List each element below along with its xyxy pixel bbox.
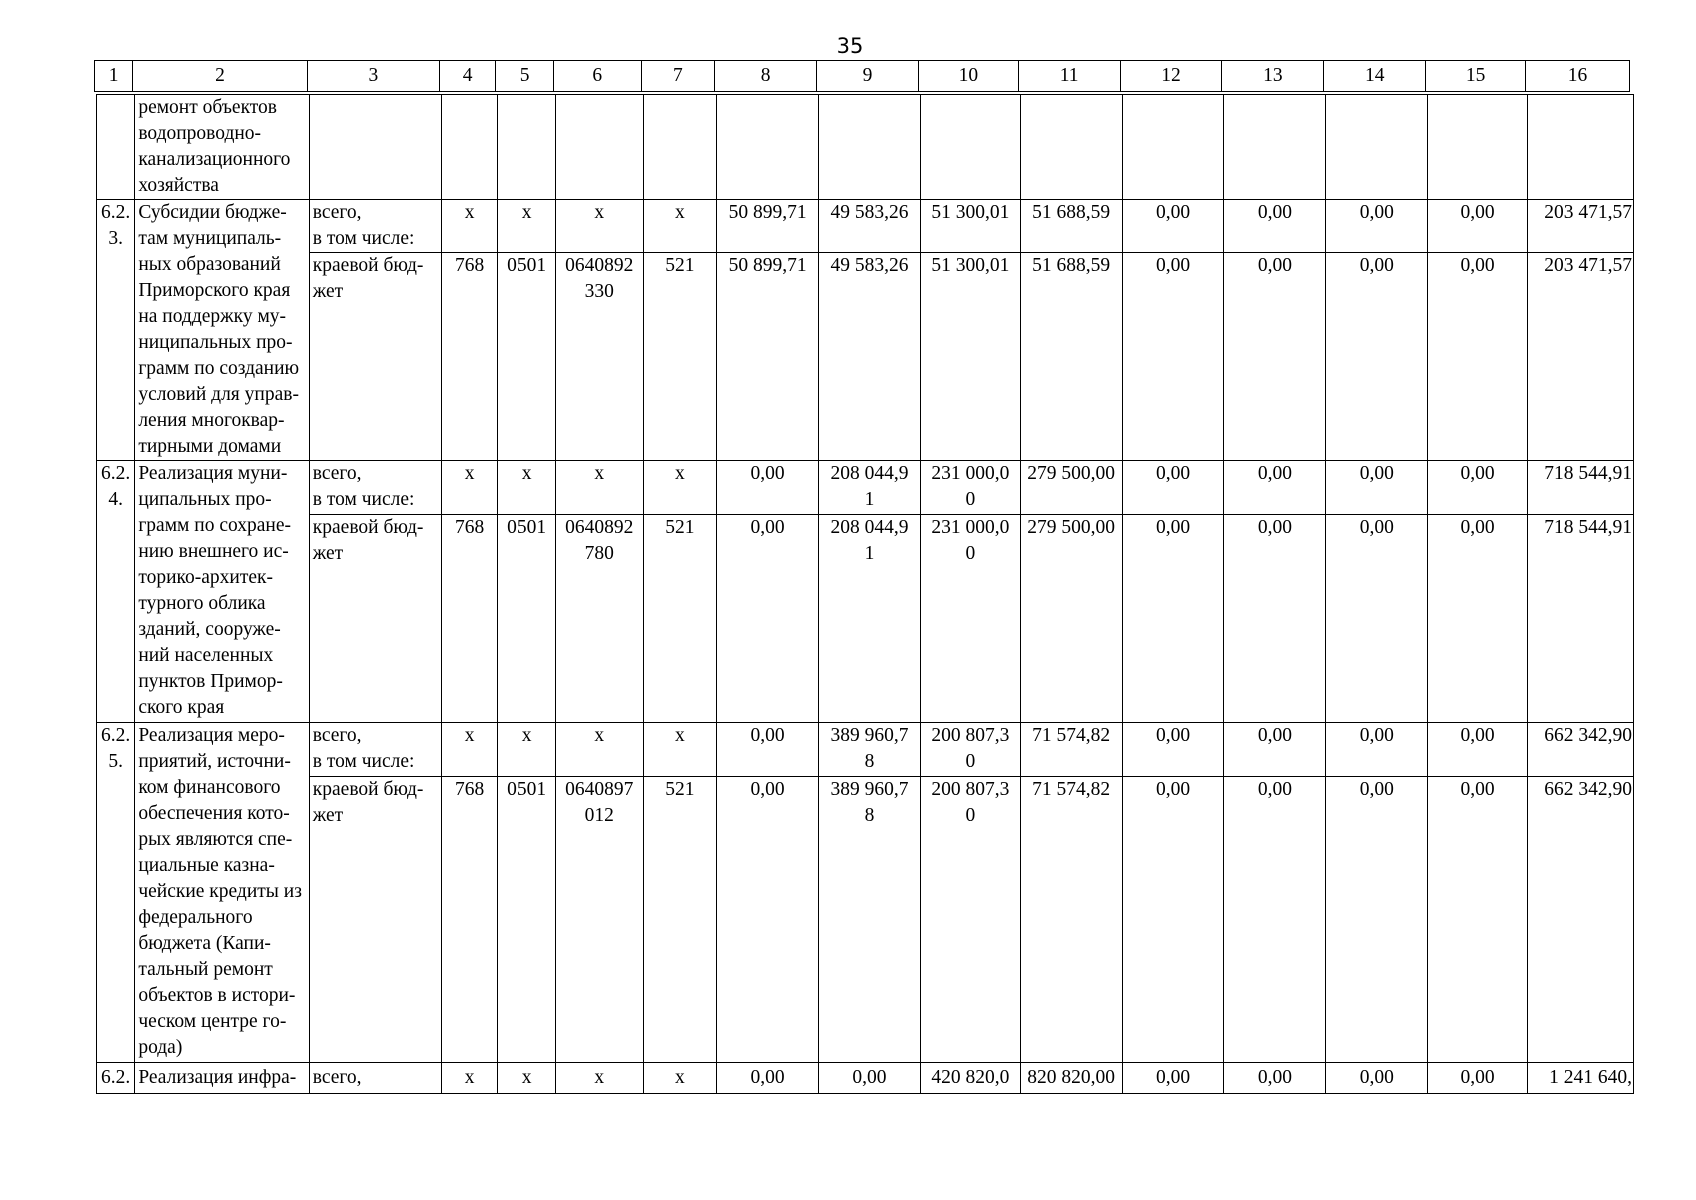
cell-total: 718 544,91 bbox=[1528, 515, 1634, 723]
cell-value: 0,00 bbox=[1122, 515, 1224, 723]
cell-rzpr: 0501 bbox=[498, 777, 555, 1063]
header-cell: 3 bbox=[307, 61, 439, 92]
cell-value: 51 300,01 bbox=[920, 253, 1020, 461]
cell-value: 200 807,3 0 bbox=[920, 777, 1020, 1063]
cell-value: 71 574,82 bbox=[1020, 777, 1122, 1063]
cell-rzpr: 0501 bbox=[498, 515, 555, 723]
cell-value: 0,00 bbox=[1224, 723, 1326, 777]
cell-value: 0,00 bbox=[1326, 515, 1428, 723]
page-number: 35 bbox=[836, 34, 864, 58]
funding-source: всего, в том числе: bbox=[309, 200, 441, 253]
cell-rzpr: 0501 bbox=[498, 253, 555, 461]
funding-source bbox=[309, 95, 441, 200]
cell-vr: 521 bbox=[643, 515, 717, 723]
cell-total: 203 471,57 bbox=[1528, 200, 1634, 253]
table-row bbox=[97, 515, 1634, 723]
empty-cell bbox=[1122, 95, 1224, 200]
cell-vr: 521 bbox=[643, 253, 717, 461]
cell-value: 71 574,82 bbox=[1020, 723, 1122, 777]
cell-value: 279 500,00 bbox=[1020, 461, 1122, 515]
cell-value: 0,00 bbox=[1326, 777, 1428, 1063]
cell-value: 0,00 bbox=[1224, 1063, 1326, 1094]
cell-value: 231 000,0 0 bbox=[920, 461, 1020, 515]
empty-cell bbox=[441, 95, 497, 200]
item-name: Субсидии бюдже- там муниципаль- ных образований Приморского края на поддержку му- ниципальных про- грамм по созданию условий для управ- ления многоквар- тирными домами bbox=[135, 200, 309, 461]
item-number: 6.2. 3. bbox=[97, 200, 135, 461]
cell-grbs: 768 bbox=[441, 515, 497, 723]
item-number: 6.2. 4. bbox=[97, 461, 135, 723]
header-cell: 8 bbox=[715, 61, 817, 92]
empty-cell bbox=[1326, 95, 1428, 200]
cell-value: 0,00 bbox=[819, 1063, 921, 1094]
cell-value: 0,00 bbox=[1326, 1063, 1428, 1094]
table-row bbox=[97, 200, 1634, 253]
cell-value: 208 044,9 1 bbox=[819, 515, 921, 723]
cell-value: 0,00 bbox=[1326, 723, 1428, 777]
cell-value: 50 899,71 bbox=[717, 200, 819, 253]
header-cell: 4 bbox=[439, 61, 495, 92]
cell-value: 0,00 bbox=[1224, 777, 1326, 1063]
empty-cell bbox=[643, 95, 717, 200]
item-number bbox=[97, 95, 135, 200]
cell-value: 0,00 bbox=[1122, 253, 1224, 461]
cell-value: 389 960,7 8 bbox=[819, 777, 921, 1063]
cell-value: 0,00 bbox=[1122, 461, 1224, 515]
cell-value: 231 000,0 0 bbox=[920, 515, 1020, 723]
column-number-header bbox=[94, 60, 1630, 92]
cell-total: 203 471,57 bbox=[1528, 253, 1634, 461]
cell-grbs: x bbox=[441, 723, 497, 777]
table-row bbox=[97, 723, 1634, 777]
cell-value: 0,00 bbox=[1224, 253, 1326, 461]
empty-cell bbox=[717, 95, 819, 200]
cell-value: 820 820,00 bbox=[1020, 1063, 1122, 1094]
cell-value: 0,00 bbox=[1428, 1063, 1528, 1094]
cell-grbs: x bbox=[441, 200, 497, 253]
funding-source: краевой бюд- жет bbox=[309, 777, 441, 1063]
cell-value: 49 583,26 bbox=[819, 253, 921, 461]
cell-value: 0,00 bbox=[1428, 723, 1528, 777]
item-name: Реализация муни- ципальных про- грамм по сохране- нию внешнего ис- торико-архитек- турного облика зданий, сооруже- ний населенных пунктов Примор- ского края bbox=[135, 461, 309, 723]
cell-csr: 0640897 012 bbox=[555, 777, 643, 1063]
cell-value: 50 899,71 bbox=[717, 253, 819, 461]
item-name: Реализация инфра- bbox=[135, 1063, 309, 1094]
cell-rzpr: x bbox=[498, 1063, 555, 1094]
cell-vr: x bbox=[643, 200, 717, 253]
empty-cell bbox=[555, 95, 643, 200]
header-cell: 14 bbox=[1324, 61, 1426, 92]
cell-value: 0,00 bbox=[1224, 515, 1326, 723]
header-cell: 1 bbox=[95, 61, 133, 92]
cell-value: 0,00 bbox=[1122, 1063, 1224, 1094]
cell-value: 0,00 bbox=[1122, 777, 1224, 1063]
cell-value: 0,00 bbox=[1428, 200, 1528, 253]
cell-value: 0,00 bbox=[1428, 777, 1528, 1063]
cell-vr: x bbox=[643, 723, 717, 777]
item-number: 6.2. bbox=[97, 1063, 135, 1094]
table-row bbox=[97, 253, 1634, 461]
cell-rzpr: x bbox=[498, 200, 555, 253]
empty-cell bbox=[1528, 95, 1634, 200]
funding-source: краевой бюд- жет bbox=[309, 253, 441, 461]
header-row bbox=[95, 61, 1630, 92]
cell-value: 0,00 bbox=[1122, 723, 1224, 777]
cell-grbs: x bbox=[441, 461, 497, 515]
cell-total: 1 241 640, bbox=[1528, 1063, 1634, 1094]
cell-value: 420 820,0 bbox=[920, 1063, 1020, 1094]
cell-vr: x bbox=[643, 1063, 717, 1094]
cell-value: 0,00 bbox=[1224, 200, 1326, 253]
funding-source: всего, в том числе: bbox=[309, 461, 441, 515]
cell-csr: x bbox=[555, 200, 643, 253]
budget-table bbox=[96, 94, 1634, 1094]
cell-value: 0,00 bbox=[717, 461, 819, 515]
table-row bbox=[97, 777, 1634, 1063]
header-cell: 5 bbox=[496, 61, 553, 92]
cell-rzpr: x bbox=[498, 723, 555, 777]
cell-csr: x bbox=[555, 723, 643, 777]
cell-value: 49 583,26 bbox=[819, 200, 921, 253]
continuation-row bbox=[97, 95, 1634, 200]
cell-value: 0,00 bbox=[1428, 253, 1528, 461]
cell-value: 0,00 bbox=[717, 1063, 819, 1094]
header-cell: 6 bbox=[553, 61, 641, 92]
cell-grbs: 768 bbox=[441, 777, 497, 1063]
cell-value: 279 500,00 bbox=[1020, 515, 1122, 723]
cell-grbs: x bbox=[441, 1063, 497, 1094]
cell-value: 0,00 bbox=[1326, 200, 1428, 253]
cell-grbs: 768 bbox=[441, 253, 497, 461]
funding-source: краевой бюд- жет bbox=[309, 515, 441, 723]
empty-cell bbox=[819, 95, 921, 200]
cell-vr: x bbox=[643, 461, 717, 515]
header-cell: 12 bbox=[1120, 61, 1222, 92]
empty-cell bbox=[1428, 95, 1528, 200]
cell-value: 0,00 bbox=[717, 515, 819, 723]
item-name: ремонт объектов водопроводно- канализационного хозяйства bbox=[135, 95, 309, 200]
item-number: 6.2. 5. bbox=[97, 723, 135, 1063]
cell-total: 718 544,91 bbox=[1528, 461, 1634, 515]
header-cell: 13 bbox=[1222, 61, 1324, 92]
cell-value: 0,00 bbox=[1326, 253, 1428, 461]
item-name: Реализация меро- приятий, источни- ком финансового обеспечения кото- рых являются спе- циальные казна- чейские кредиты из федерального бюджета (Капи- тальный ремонт объектов в истори- ческом центре го- рода) bbox=[135, 723, 309, 1063]
cell-value: 0,00 bbox=[1428, 515, 1528, 723]
cell-value: 0,00 bbox=[1122, 200, 1224, 253]
cell-value: 51 300,01 bbox=[920, 200, 1020, 253]
cell-value: 0,00 bbox=[1428, 461, 1528, 515]
empty-cell bbox=[1224, 95, 1326, 200]
header-cell: 11 bbox=[1018, 61, 1120, 92]
table-row bbox=[97, 461, 1634, 515]
cell-value: 51 688,59 bbox=[1020, 253, 1122, 461]
cell-value: 0,00 bbox=[1224, 461, 1326, 515]
cell-total: 662 342,90 bbox=[1528, 777, 1634, 1063]
cell-csr: x bbox=[555, 1063, 643, 1094]
cell-value: 0,00 bbox=[717, 723, 819, 777]
cell-csr: x bbox=[555, 461, 643, 515]
header-cell: 7 bbox=[641, 61, 715, 92]
header-cell: 16 bbox=[1526, 61, 1630, 92]
cell-value: 51 688,59 bbox=[1020, 200, 1122, 253]
funding-source: всего, в том числе: bbox=[309, 723, 441, 777]
empty-cell bbox=[920, 95, 1020, 200]
table-row-truncated bbox=[97, 1063, 1634, 1094]
cell-value: 208 044,9 1 bbox=[819, 461, 921, 515]
cell-csr: 0640892 330 bbox=[555, 253, 643, 461]
cell-value: 389 960,7 8 bbox=[819, 723, 921, 777]
cell-csr: 0640892 780 bbox=[555, 515, 643, 723]
header-cell: 9 bbox=[817, 61, 919, 92]
cell-vr: 521 bbox=[643, 777, 717, 1063]
cell-value: 200 807,3 0 bbox=[920, 723, 1020, 777]
funding-source: всего, bbox=[309, 1063, 441, 1094]
cell-total: 662 342,90 bbox=[1528, 723, 1634, 777]
header-cell: 10 bbox=[918, 61, 1018, 92]
empty-cell bbox=[1020, 95, 1122, 200]
cell-value: 0,00 bbox=[717, 777, 819, 1063]
header-cell: 15 bbox=[1426, 61, 1526, 92]
cell-rzpr: x bbox=[498, 461, 555, 515]
empty-cell bbox=[498, 95, 555, 200]
header-cell: 2 bbox=[133, 61, 307, 92]
cell-value: 0,00 bbox=[1326, 461, 1428, 515]
